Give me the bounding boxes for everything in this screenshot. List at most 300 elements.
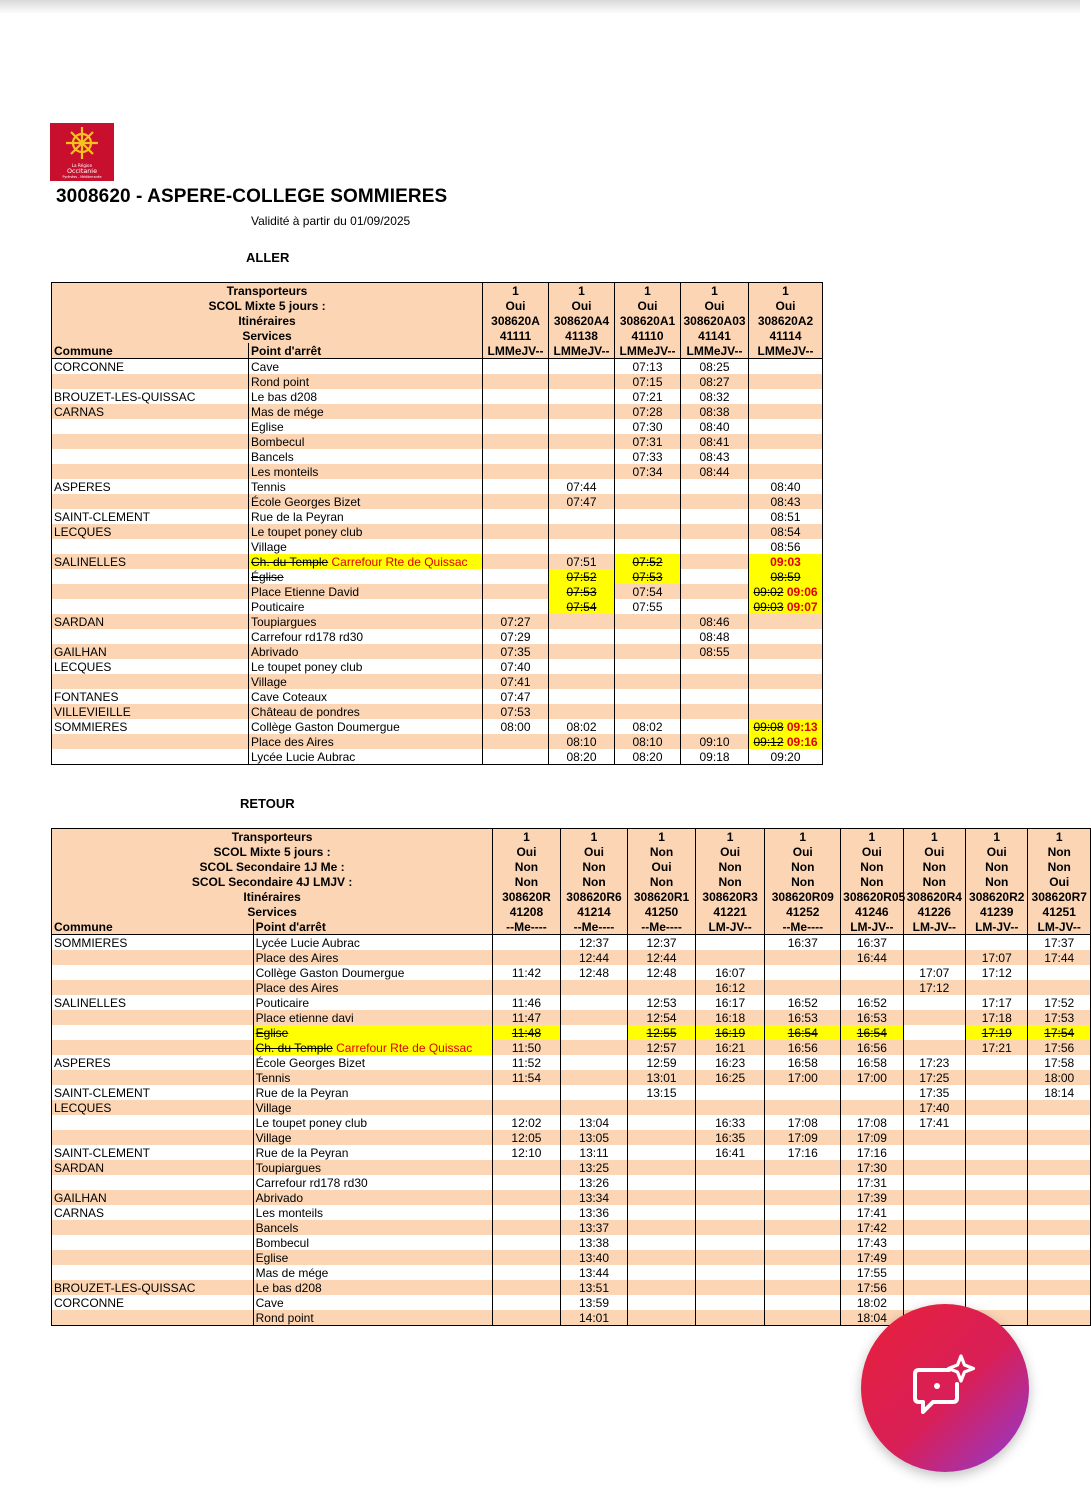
retour-header-value: 41239	[966, 904, 1028, 919]
commune-cell: BROUZET-LES-QUISSAC	[52, 1280, 254, 1295]
time-cell	[841, 980, 903, 995]
time-value: 08:41	[699, 434, 730, 449]
time-cell	[749, 389, 823, 404]
retour-header-value: Oui	[1028, 874, 1091, 889]
commune-cell	[52, 674, 249, 689]
time-cell	[560, 1040, 628, 1055]
time-cell	[549, 509, 615, 524]
retour-header-value: Non	[1028, 844, 1091, 859]
time-value: 08:54	[770, 524, 801, 539]
stop-name: Le bas d208	[255, 1280, 322, 1295]
aller-header-value: 41111	[483, 328, 549, 343]
time-value: 09:08	[753, 719, 784, 734]
stop-name: Bombecul	[255, 1235, 310, 1250]
commune-cell	[52, 419, 249, 434]
stop-name: Toupiargues	[255, 1160, 322, 1175]
time-cell	[549, 704, 615, 719]
stop-cell	[253, 1235, 493, 1250]
stop-name: Rue de la Peyran	[255, 1085, 349, 1100]
stop-name: Place etienne davi	[255, 1010, 354, 1025]
stop-name: Rue de la Peyran	[255, 1145, 349, 1160]
time-cell	[615, 584, 681, 599]
time-new-value: 09:16	[786, 734, 818, 749]
time-value: 13:11	[579, 1145, 609, 1160]
time-cell	[493, 1310, 561, 1326]
stop-cell	[249, 659, 483, 674]
time-value: 16:35	[715, 1130, 746, 1145]
time-value: 12:44	[578, 950, 609, 965]
retour-timetable	[51, 828, 1091, 1326]
time-cell	[493, 1130, 561, 1145]
stop-cell	[253, 1205, 493, 1220]
time-cell	[903, 965, 965, 980]
time-cell	[765, 1280, 841, 1295]
time-value: 17:23	[919, 1055, 950, 1070]
time-cell	[841, 1145, 903, 1160]
time-cell	[493, 1010, 561, 1025]
time-cell	[493, 1190, 561, 1205]
time-cell	[765, 1010, 841, 1025]
time-cell	[483, 749, 549, 765]
time-cell	[483, 419, 549, 434]
retour-header-value: 41214	[560, 904, 628, 919]
time-cell	[681, 584, 749, 599]
commune-cell	[52, 1175, 254, 1190]
commune-cell	[52, 1235, 254, 1250]
time-value: 07:27	[500, 614, 531, 629]
time-value: 17:30	[856, 1160, 887, 1175]
time-cell	[841, 1025, 903, 1040]
time-value: 07:40	[500, 659, 531, 674]
service-days: --Me----	[493, 919, 561, 935]
time-cell	[695, 1085, 765, 1100]
aller-header-value: 1	[615, 283, 681, 299]
time-cell	[628, 1040, 696, 1055]
time-value: 11:42	[511, 965, 542, 980]
time-cell	[966, 1295, 1028, 1310]
time-cell	[493, 1265, 561, 1280]
time-cell	[749, 494, 823, 509]
time-cell	[966, 1055, 1028, 1070]
time-cell	[749, 644, 823, 659]
service-days: LMMeJV--	[615, 343, 681, 359]
commune-cell	[52, 950, 254, 965]
time-value: 08:51	[770, 509, 801, 524]
retour-header-value: Oui	[903, 844, 965, 859]
time-value: 17:56	[1044, 1040, 1075, 1055]
stop-name: Place des Aires	[255, 950, 339, 965]
time-cell	[493, 1250, 561, 1265]
commune-cell	[52, 434, 249, 449]
time-cell	[549, 389, 615, 404]
page-title: 3008620 - ASPERE-COLLEGE SOMMIERES	[56, 186, 448, 207]
time-cell	[549, 494, 615, 509]
time-value: 07:28	[632, 404, 663, 419]
stop-name: Tennis	[255, 1070, 291, 1085]
time-cell	[695, 1160, 765, 1175]
time-value: 16:53	[787, 1010, 818, 1025]
aller-header-value: 41110	[615, 328, 681, 343]
time-cell	[966, 980, 1028, 995]
aller-section-label: ALLER	[246, 250, 290, 265]
region-occitanie-logo	[50, 123, 114, 181]
time-value: 07:15	[632, 374, 663, 389]
time-value: 08:40	[699, 419, 730, 434]
time-cell	[765, 1085, 841, 1100]
time-value: 17:21	[981, 1040, 1012, 1055]
time-cell	[903, 935, 965, 951]
time-cell	[615, 434, 681, 449]
stop-name: Pouticaire	[251, 599, 305, 614]
stop-cell	[249, 569, 483, 584]
time-value: 08:10	[632, 734, 663, 749]
time-value: 17:19	[981, 1025, 1012, 1040]
aller-timetable	[51, 282, 823, 765]
time-cell	[749, 734, 823, 749]
commune-cell: BROUZET-LES-QUISSAC	[52, 389, 249, 404]
time-cell	[749, 464, 823, 479]
service-days: LM-JV--	[1028, 919, 1091, 935]
time-cell	[681, 734, 749, 749]
time-cell	[1028, 1130, 1091, 1145]
stop-name: Cave	[251, 359, 280, 374]
time-cell	[549, 689, 615, 704]
stop-cell	[253, 1145, 493, 1160]
time-cell	[841, 1205, 903, 1220]
commune-cell	[52, 965, 254, 980]
time-cell	[1028, 1190, 1091, 1205]
time-cell	[1028, 950, 1091, 965]
time-cell	[903, 1100, 965, 1115]
time-cell	[966, 1115, 1028, 1130]
time-cell	[966, 1235, 1028, 1250]
time-value: 17:25	[919, 1070, 950, 1085]
time-value: 12:10	[511, 1145, 542, 1160]
svg-text:Pyrénées - Méditerranée: Pyrénées - Méditerranée	[62, 175, 102, 179]
time-cell	[966, 1250, 1028, 1265]
aller-header-value: 308620A4	[549, 313, 615, 328]
time-cell	[615, 449, 681, 464]
time-cell	[681, 659, 749, 674]
time-cell	[560, 1235, 628, 1250]
time-cell	[615, 404, 681, 419]
time-value: 07:51	[566, 554, 597, 569]
time-cell	[1028, 1025, 1091, 1040]
aller-header-label: Transporteurs	[52, 283, 483, 299]
time-cell	[628, 1235, 696, 1250]
aller-header-value: 1	[749, 283, 823, 299]
retour-header-value: 41226	[903, 904, 965, 919]
aller-header-row	[52, 328, 823, 343]
time-cell	[765, 1070, 841, 1085]
stop-cell	[253, 1040, 493, 1055]
time-value: 17:31	[856, 1175, 887, 1190]
time-cell	[903, 1145, 965, 1160]
time-value: 13:15	[646, 1085, 677, 1100]
time-cell	[560, 1205, 628, 1220]
time-value: 16:07	[715, 965, 746, 980]
time-cell	[493, 1085, 561, 1100]
time-value: 12:57	[646, 1040, 677, 1055]
time-cell	[549, 629, 615, 644]
time-value: 17:40	[919, 1100, 950, 1115]
table-row	[52, 1025, 1091, 1040]
retour-header-value: Non	[903, 859, 965, 874]
time-value: 08:20	[632, 749, 663, 764]
aller-header-label: Services	[52, 328, 483, 343]
table-row	[52, 1280, 1091, 1295]
commune-cell: CARNAS	[52, 404, 249, 419]
time-cell	[765, 965, 841, 980]
time-cell	[560, 1115, 628, 1130]
retour-header-row	[52, 904, 1091, 919]
time-cell	[549, 479, 615, 494]
time-value: 08:43	[770, 494, 801, 509]
time-value: 17:43	[856, 1235, 887, 1250]
stop-name: Bancels	[251, 449, 294, 464]
time-cell	[549, 719, 615, 734]
time-cell	[549, 569, 615, 584]
time-value: 13:59	[578, 1295, 609, 1310]
time-cell	[1028, 1085, 1091, 1100]
stop-cell	[253, 980, 493, 995]
time-value: 17:12	[981, 965, 1012, 980]
retour-header-value: Non	[966, 859, 1028, 874]
time-cell	[749, 419, 823, 434]
time-value: 18:00	[1044, 1070, 1075, 1085]
stop-cell	[249, 614, 483, 629]
retour-header-label: Services	[52, 904, 493, 919]
time-cell	[1028, 1010, 1091, 1025]
time-value: 08:27	[699, 374, 730, 389]
table-row	[52, 419, 823, 434]
stop-cell	[249, 584, 483, 599]
time-cell	[841, 935, 903, 951]
stop-cell	[253, 1070, 493, 1085]
aller-header-value: 1	[483, 283, 549, 299]
time-value: 12:02	[511, 1115, 542, 1130]
time-cell	[765, 1160, 841, 1175]
time-cell	[615, 629, 681, 644]
time-value: 17:58	[1044, 1055, 1075, 1070]
time-cell	[966, 1175, 1028, 1190]
aller-header-value: 41138	[549, 328, 615, 343]
table-row	[52, 1265, 1091, 1280]
time-cell	[1028, 1250, 1091, 1265]
commune-cell	[52, 629, 249, 644]
retour-header-value: 308620R05	[841, 889, 903, 904]
commune-cell	[52, 734, 249, 749]
time-cell	[628, 1115, 696, 1130]
time-cell	[1028, 980, 1091, 995]
stop-name: Château de pondres	[251, 704, 360, 719]
time-value: 12:48	[646, 965, 677, 980]
stop-name: Eglise	[255, 1025, 289, 1040]
time-value: 07:21	[632, 389, 663, 404]
time-cell	[765, 1190, 841, 1205]
time-cell	[966, 935, 1028, 951]
time-value: 07:41	[500, 674, 531, 689]
retour-header-value: 1	[903, 829, 965, 845]
time-value: 11:48	[511, 1025, 542, 1040]
time-cell	[681, 644, 749, 659]
aller-header-value: Oui	[615, 298, 681, 313]
stop-name: Le toupet poney club	[251, 659, 363, 674]
time-cell	[841, 1040, 903, 1055]
time-value: 08:59	[770, 569, 801, 584]
stop-cell	[253, 1115, 493, 1130]
ai-chat-button[interactable]	[861, 1304, 1029, 1472]
stop-name: Toupiargues	[251, 614, 317, 629]
retour-header-value: Non	[493, 874, 561, 889]
time-cell	[765, 1295, 841, 1310]
stop-name: Collège Gaston Doumergue	[251, 719, 400, 734]
time-cell	[493, 935, 561, 951]
commune-cell: GAILHAN	[52, 1190, 254, 1205]
time-cell	[560, 1055, 628, 1070]
commune-cell	[52, 1130, 254, 1145]
time-cell	[681, 449, 749, 464]
time-value: 08:02	[566, 719, 597, 734]
time-value: 12:37	[578, 935, 609, 950]
time-value: 13:25	[578, 1160, 609, 1175]
time-cell	[903, 1130, 965, 1145]
time-cell	[493, 980, 561, 995]
time-cell	[695, 1265, 765, 1280]
svg-text:Occitanie: Occitanie	[66, 167, 98, 175]
time-cell	[1028, 935, 1091, 951]
time-value: 12:54	[646, 1010, 677, 1025]
stop-cell	[253, 1310, 493, 1326]
table-row	[52, 1040, 1091, 1055]
time-cell	[615, 374, 681, 389]
time-new-value: 09:07	[786, 599, 818, 614]
time-cell	[765, 1055, 841, 1070]
time-cell	[615, 719, 681, 734]
stop-name: Place des Aires	[251, 734, 334, 749]
time-cell	[628, 1220, 696, 1235]
time-cell	[681, 479, 749, 494]
commune-cell	[52, 1265, 254, 1280]
retour-header-value: Non	[628, 874, 696, 889]
retour-section-label: RETOUR	[240, 796, 295, 811]
retour-header-value: 1	[966, 829, 1028, 845]
time-value: 16:33	[715, 1115, 746, 1130]
time-value: 09:20	[770, 749, 801, 764]
time-cell	[560, 1190, 628, 1205]
stop-name: Bombecul	[251, 434, 305, 449]
time-cell	[493, 1220, 561, 1235]
time-cell	[628, 950, 696, 965]
time-cell	[628, 1250, 696, 1265]
retour-header-row	[52, 829, 1091, 845]
time-cell	[749, 509, 823, 524]
retour-header-value: 41246	[841, 904, 903, 919]
time-cell	[483, 614, 549, 629]
retour-header-value: Oui	[493, 844, 561, 859]
time-cell	[615, 644, 681, 659]
time-value: 07:53	[566, 584, 597, 599]
time-cell	[483, 734, 549, 749]
time-cell	[560, 1025, 628, 1040]
commune-cell: GAILHAN	[52, 644, 249, 659]
stop-cell	[253, 950, 493, 965]
stop-name: Le bas d208	[251, 389, 318, 404]
time-cell	[483, 689, 549, 704]
time-value: 13:04	[578, 1115, 609, 1130]
time-cell	[483, 539, 549, 554]
time-cell	[695, 1025, 765, 1040]
time-cell	[1028, 1220, 1091, 1235]
time-value: 08:02	[632, 719, 663, 734]
time-value: 16:18	[715, 1010, 746, 1025]
time-cell	[615, 599, 681, 614]
stop-cell	[253, 1160, 493, 1175]
time-cell	[615, 614, 681, 629]
stop-name: Lycée Lucie Aubrac	[255, 935, 360, 950]
time-cell	[560, 1280, 628, 1295]
time-value: 16:44	[856, 950, 887, 965]
column-stop: Point d'arrêt	[249, 343, 483, 359]
time-cell	[903, 1175, 965, 1190]
time-value: 16:53	[856, 1010, 887, 1025]
retour-header-value: Non	[560, 859, 628, 874]
time-cell	[695, 1040, 765, 1055]
stop-name: Abrivado	[255, 1190, 304, 1205]
time-cell	[1028, 1295, 1091, 1310]
time-cell	[749, 539, 823, 554]
time-cell	[841, 1235, 903, 1250]
table-row	[52, 404, 823, 419]
table-row	[52, 995, 1091, 1010]
time-cell	[493, 1070, 561, 1085]
time-cell	[628, 995, 696, 1010]
stop-cell	[249, 464, 483, 479]
time-cell	[1028, 1310, 1091, 1326]
retour-header-value: 1	[493, 829, 561, 845]
retour-header-value: Oui	[966, 844, 1028, 859]
time-cell	[1028, 1235, 1091, 1250]
time-cell	[966, 995, 1028, 1010]
retour-header-value: 308620R4	[903, 889, 965, 904]
stop-name: Cave	[255, 1295, 284, 1310]
stop-cell	[253, 1250, 493, 1265]
time-value: 07:29	[500, 629, 531, 644]
retour-header-value: 41221	[695, 904, 765, 919]
time-cell	[749, 614, 823, 629]
time-cell	[695, 1280, 765, 1295]
stop-cell	[249, 674, 483, 689]
time-cell	[628, 1265, 696, 1280]
stop-cell	[253, 1295, 493, 1310]
table-row	[52, 539, 823, 554]
time-cell	[681, 509, 749, 524]
time-cell	[493, 950, 561, 965]
time-value: 08:00	[500, 719, 531, 734]
time-cell	[560, 1265, 628, 1280]
time-cell	[483, 449, 549, 464]
time-cell	[695, 1190, 765, 1205]
time-cell	[681, 404, 749, 419]
table-row	[52, 1010, 1091, 1025]
time-cell	[841, 1175, 903, 1190]
time-value: 17:54	[1044, 1025, 1075, 1040]
service-days: LM-JV--	[841, 919, 903, 935]
time-cell	[560, 1145, 628, 1160]
time-value: 17:08	[787, 1115, 818, 1130]
stop-cell	[249, 404, 483, 419]
time-cell	[615, 689, 681, 704]
